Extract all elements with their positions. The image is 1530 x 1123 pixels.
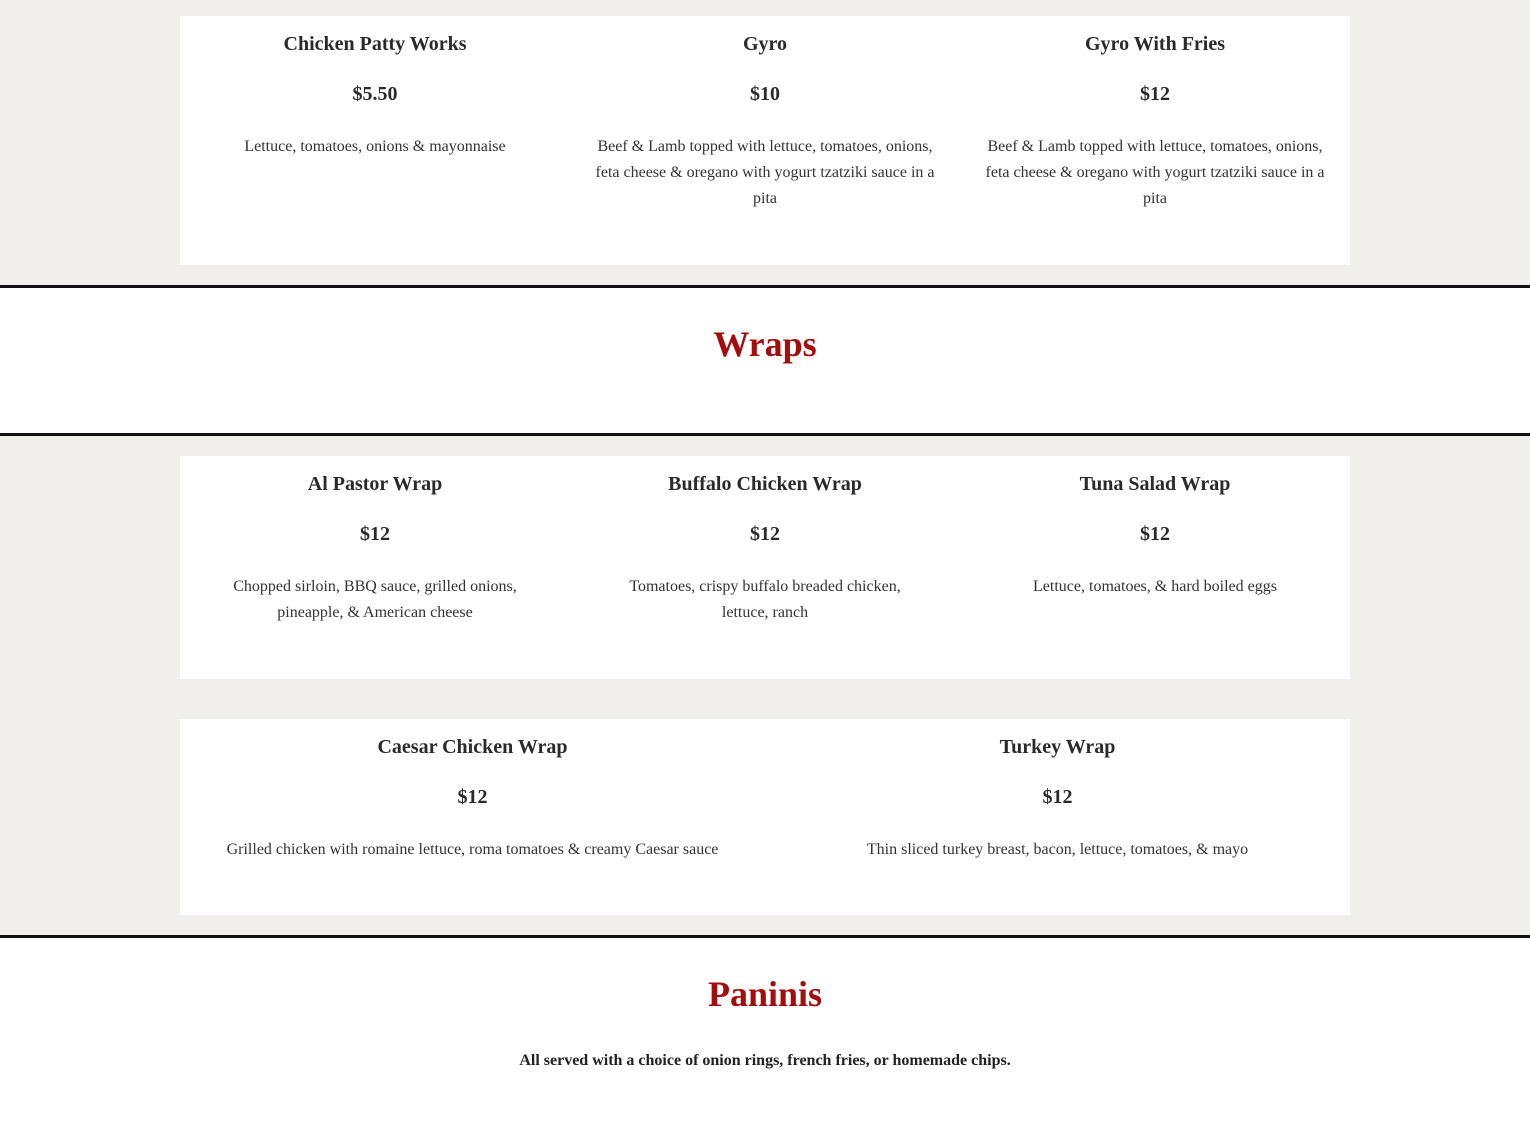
item-name: Turkey Wrap: [999, 736, 1116, 758]
item-name: Al Pastor Wrap: [307, 473, 443, 495]
item-price: $12: [360, 523, 390, 545]
item-description: Lettuce, tomatoes, & hard boiled eggs: [1033, 578, 1277, 595]
wraps-band: [0, 436, 1530, 935]
item-description: Thin sliced turkey breast, bacon, lettuce, tomatoes, & mayo: [866, 841, 1249, 858]
item-price: $12: [1140, 523, 1170, 545]
menu-item: [180, 16, 570, 265]
item-name: Gyro With Fries: [1085, 33, 1225, 55]
section-note: All served with a choice of onion rings, french fries, or homemade chips.: [519, 1052, 1011, 1069]
menu-item: [180, 456, 570, 679]
menu-item: [570, 456, 960, 679]
item-name: Tuna Salad Wrap: [1079, 473, 1231, 495]
sandwiches-card: [180, 16, 1350, 265]
item-price: $12: [750, 523, 780, 545]
section-title-paninis: Paninis: [707, 974, 823, 1014]
item-description: Chopped sirloin, BBQ sauce, grilled onions, pineapple, & American cheese: [233, 578, 517, 621]
wraps-card-row-2: [180, 719, 1350, 915]
menu-item: [765, 719, 1350, 915]
item-price: $5.50: [352, 83, 398, 105]
item-description: Beef & Lamb topped with lettuce, tomatoes, onions, feta cheese & oregano with yogurt tzatziki sauce in a pita: [595, 138, 935, 207]
menu-item: [960, 16, 1350, 265]
item-description: Tomatoes, crispy buffalo breaded chicken, lettuce, ranch: [629, 578, 901, 621]
menu-item: [960, 456, 1350, 679]
item-description: Grilled chicken with romaine lettuce, roma tomatoes & creamy Caesar sauce: [226, 841, 719, 858]
item-price: $12: [1042, 786, 1073, 808]
wraps-card-row-1: [180, 456, 1350, 679]
paninis-header-section: [0, 938, 1530, 1123]
item-price: $12: [457, 786, 488, 808]
item-name: Caesar Chicken Wrap: [377, 736, 568, 758]
item-name: Buffalo Chicken Wrap: [668, 473, 862, 495]
item-price: $10: [750, 83, 780, 105]
sandwiches-band: [0, 0, 1530, 285]
item-price: $12: [1140, 83, 1170, 105]
item-description: Beef & Lamb topped with lettuce, tomatoes, onions, feta cheese & oregano with yogurt tzatziki sauce in a pita: [985, 138, 1325, 207]
menu-item: [180, 719, 765, 915]
section-title-wraps: Wraps: [713, 324, 817, 364]
wraps-header-section: [0, 288, 1530, 433]
item-name: Chicken Patty Works: [283, 33, 467, 55]
menu-item: [570, 16, 960, 265]
item-description: Lettuce, tomatoes, onions & mayonnaise: [244, 138, 506, 155]
item-name: Gyro: [742, 33, 788, 55]
